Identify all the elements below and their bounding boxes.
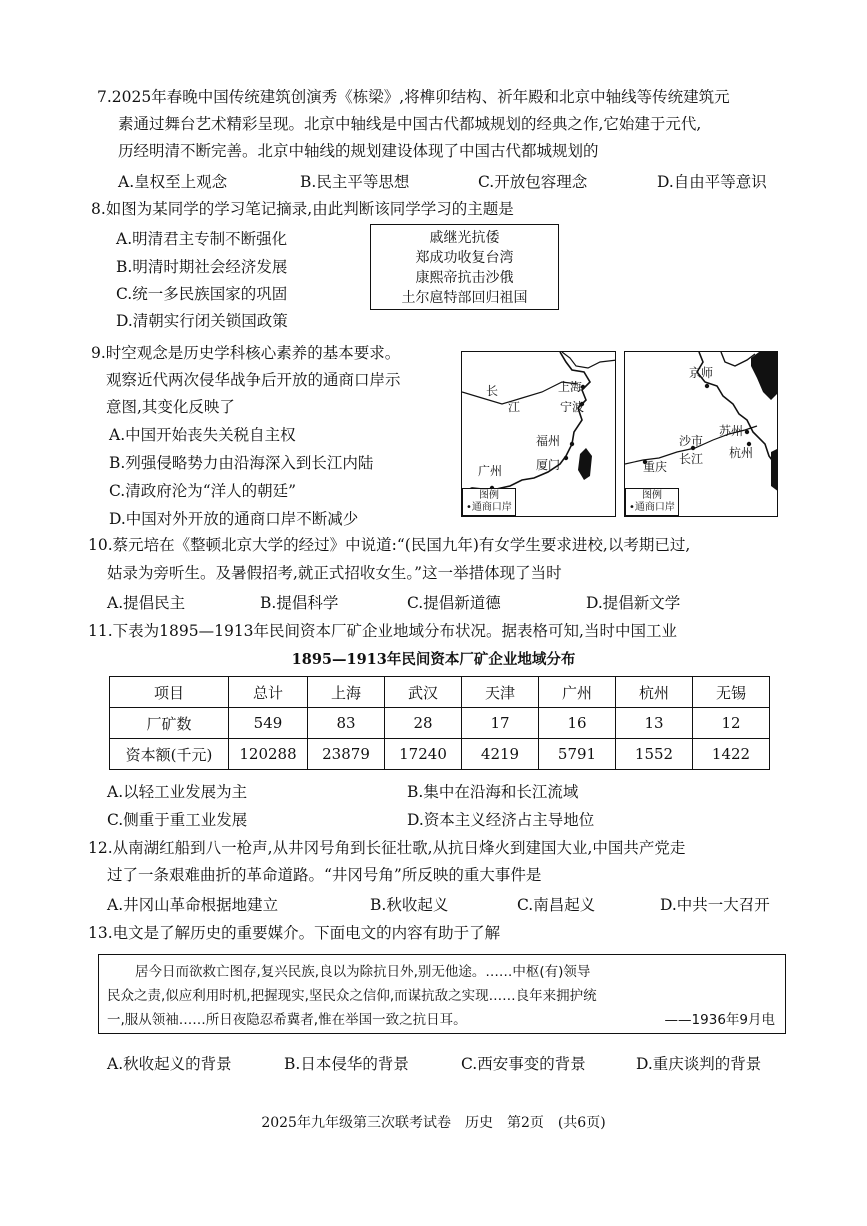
- map2-label-hangzhou: 杭州: [729, 446, 754, 460]
- header-cell: 武汉: [385, 677, 462, 708]
- table-cell: 13: [616, 708, 693, 739]
- table-header-row: [110, 677, 770, 708]
- q11-option-a: A.以轻工业发展为主: [107, 783, 248, 801]
- table-cell: 23879: [308, 739, 385, 770]
- map1-label-fuzhou: 福州: [536, 434, 561, 448]
- header-cell: 上海: [308, 677, 385, 708]
- q10-line-2: 姑录为旁听生。及暑假招考,就正式招收女生。”这一举措体现了当时: [107, 564, 562, 582]
- header-cell: 总计: [229, 677, 308, 708]
- study-notes-box: [370, 224, 559, 310]
- q12-option-d: D.中共一大召开: [660, 896, 770, 914]
- map2-legend-title: 图例: [641, 490, 662, 501]
- table-cell: 1422: [693, 739, 770, 770]
- q13-stem: 13.电文是了解历史的重要媒介。下面电文的内容有助于了解: [88, 924, 501, 942]
- map1-label-shanghai: 上海: [558, 380, 583, 394]
- notes-line-3: 康熙帝抗击沙俄: [415, 270, 514, 286]
- table-title: 1895—1913年民间资本厂矿企业地域分布: [291, 651, 576, 668]
- map2-label-suzhou: 苏州: [719, 424, 744, 438]
- quote-line-2: 民众之责,似应利用时机,把握现实,坚民众之信仰,而谋抗敌之实现……良年来拥护统: [107, 988, 597, 1004]
- q9-option-b: B.列强侵略势力由沿海深入到长江内陆: [109, 454, 374, 472]
- table-cell: 厂矿数: [110, 708, 229, 739]
- map2-label-chongqing: 重庆: [643, 460, 668, 474]
- notes-line-2: 郑成功收复台湾: [415, 250, 514, 266]
- q7-option-c: C.开放包容理念: [478, 173, 588, 191]
- treaty-ports-map-1: [461, 351, 616, 517]
- map1-label-guangzhou: 广州: [478, 464, 503, 478]
- map2-label-jingshi: 京师: [689, 366, 714, 380]
- table-cell: 549: [229, 708, 308, 739]
- q8-option-c: C.统一多民族国家的巩固: [116, 285, 288, 303]
- q13-option-a: A.秋收起义的背景: [107, 1055, 232, 1073]
- map2-label-shashi: 沙市: [679, 434, 704, 448]
- q7-option-a: A.皇权至上观念: [118, 173, 228, 191]
- q13-option-b: B.日本侵华的背景: [284, 1055, 409, 1073]
- q10-option-c: C.提倡新道德: [407, 594, 501, 612]
- q11-stem: 11.下表为1895—1913年民间资本厂矿企业地域分布状况。据表格可知,当时中国工业: [88, 622, 677, 640]
- q9-line-3: 意图,其变化反映了: [106, 398, 235, 416]
- table-cell: 1552: [616, 739, 693, 770]
- quote-line-3-wrap: [107, 1008, 779, 1032]
- header-cell: 项目: [110, 677, 229, 708]
- q11-option-d: D.资本主义经济占主导地位: [407, 811, 595, 829]
- table-cell: 17240: [385, 739, 462, 770]
- treaty-ports-map-2: [624, 351, 778, 517]
- quote-line-1: 居今日而欲救亡图存,复兴民族,良以为除抗日外,别无他途。……中枢(有)领导: [135, 964, 591, 980]
- q7-line-2: 素通过舞台艺术精彩呈现。北京中轴线是中国古代都城规划的经典之作,它始建于元代,: [118, 115, 702, 133]
- map2-legend: [625, 488, 679, 516]
- q7-option-d: D.自由平等意识: [657, 173, 767, 191]
- q12-option-a: A.井冈山革命根据地建立: [107, 896, 279, 914]
- q12-option-c: C.南昌起义: [517, 896, 596, 914]
- q11-option-c: C.侧重于重工业发展: [107, 811, 248, 829]
- q12-option-b: B.秋收起义: [370, 896, 449, 914]
- table-cell: 资本额(千元): [110, 739, 229, 770]
- map1-legend-item: •通商口岸: [466, 502, 512, 513]
- q10-option-a: A.提倡民主: [107, 594, 186, 612]
- q9-line-1: 9.时空观念是历史学科核心素养的基本要求。: [91, 344, 401, 362]
- q7-line-3: 历经明清不断完善。北京中轴线的规划建设体现了中国古代都城规划的: [118, 142, 599, 160]
- table-cell: 28: [385, 708, 462, 739]
- header-cell: 杭州: [616, 677, 693, 708]
- map2-legend-item: •通商口岸: [629, 502, 675, 513]
- q11-option-b: B.集中在沿海和长江流域: [407, 783, 579, 801]
- q8-option-a: A.明清君主专制不断强化: [116, 230, 288, 248]
- table-cell: 17: [462, 708, 539, 739]
- q9-option-d: D.中国对外开放的通商口岸不断减少: [109, 510, 359, 528]
- table-cell: 5791: [539, 739, 616, 770]
- q10-option-b: B.提倡科学: [260, 594, 339, 612]
- q13-option-c: C.西安事变的背景: [461, 1055, 586, 1073]
- table-row: [110, 739, 770, 770]
- q12-line-2: 过了一条艰难曲折的革命道路。“井冈号角”所反映的重大事件是: [107, 866, 542, 884]
- q13-option-d: D.重庆谈判的背景: [636, 1055, 762, 1073]
- table-cell: 120288: [229, 739, 308, 770]
- quote-line-3: 一,服从领袖……所日夜隐忍希冀者,惟在举国一致之抗日耳。: [107, 1012, 467, 1028]
- map2-label-changjiang: 长江: [679, 452, 704, 466]
- q9-option-a: A.中国开始丧失关税自主权: [109, 426, 296, 444]
- q8-stem: 8.如图为某同学的学习笔记摘录,由此判断该同学学习的主题是: [91, 200, 514, 218]
- header-cell: 无锡: [693, 677, 770, 708]
- map1-label-chang: 长: [486, 384, 499, 398]
- enterprise-distribution-table: [109, 676, 770, 770]
- map1-legend-title: 图例: [478, 490, 499, 501]
- q12-line-1: 12.从南湖红船到八一枪声,从井冈号角到长征壮歌,从抗日烽火到建国大业,中国共产党走: [88, 839, 686, 857]
- header-cell: 广州: [539, 677, 616, 708]
- table-cell: 12: [693, 708, 770, 739]
- q9-option-c: C.清政府沦为“洋人的朝廷”: [109, 482, 297, 500]
- q8-option-d: D.清朝实行闭关锁国政策: [116, 312, 288, 330]
- map1-legend: [462, 488, 516, 516]
- table-row: [110, 708, 770, 739]
- notes-line-1: 戚继光抗倭: [429, 230, 500, 246]
- telegram-quote-box: [98, 954, 786, 1034]
- q7-option-b: B.民主平等思想: [300, 173, 410, 191]
- q10-option-d: D.提倡新文学: [586, 594, 681, 612]
- map1-label-ningbo: 宁波: [560, 400, 585, 414]
- quote-date: ——1936年9月电: [664, 1012, 775, 1028]
- table-cell: 16: [539, 708, 616, 739]
- page-footer: 2025年九年级第三次联考试卷 历史 第2页 (共6页): [261, 1115, 606, 1131]
- q9-line-2: 观察近代两次侵华战争后开放的通商口岸示: [106, 371, 401, 389]
- table-cell: 4219: [462, 739, 539, 770]
- map1-label-jiang: 江: [508, 400, 521, 414]
- header-cell: 天津: [462, 677, 539, 708]
- q7-line-1: 7.2025年春晚中国传统建筑创演秀《栋梁》,将榫卯结构、祈年殿和北京中轴线等传统建筑元: [97, 88, 730, 106]
- notes-line-4: 土尔扈特部回归祖国: [401, 290, 528, 306]
- map1-label-xiamen: 厦门: [536, 458, 561, 472]
- q8-option-b: B.明清时期社会经济发展: [116, 258, 288, 276]
- q10-line-1: 10.蔡元培在《整顿北京大学的经过》中说道:“(民国九年)有女学生要求进校,以考期已过,: [88, 536, 691, 554]
- table-cell: 83: [308, 708, 385, 739]
